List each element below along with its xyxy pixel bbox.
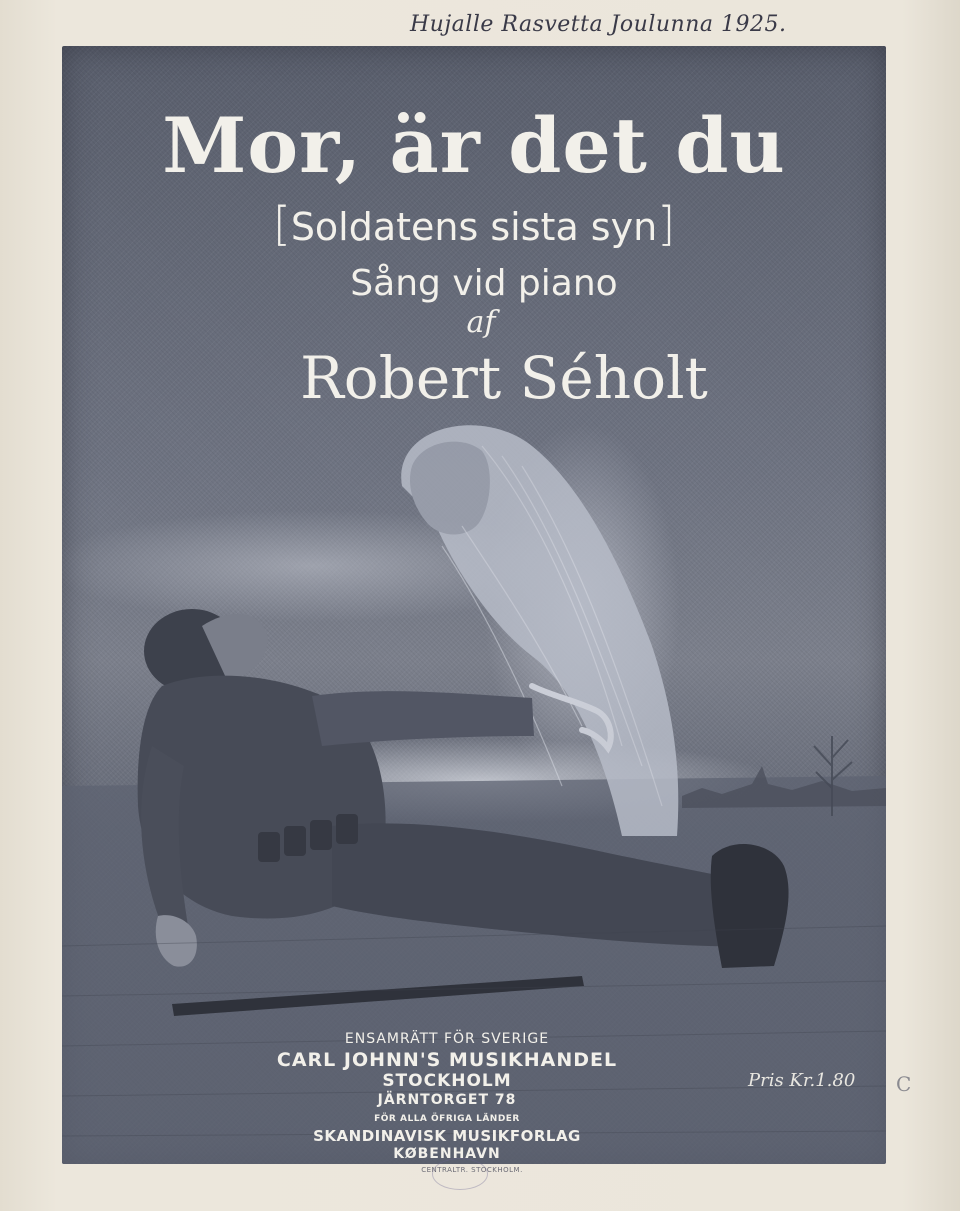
- rights-notice: ENSAMRÄTT FÖR SVERIGE: [344, 1031, 550, 1047]
- mother-spirit-figure: [401, 425, 678, 836]
- subtitle-bracket-open: [: [272, 197, 291, 251]
- subtitle-bracket-close: ]: [657, 197, 676, 251]
- by-label: af: [466, 305, 496, 340]
- library-stamp-icon: [432, 1158, 488, 1190]
- pencil-mark: C: [896, 1072, 912, 1096]
- publisher-imprint: [262, 1029, 632, 1163]
- library-stamp-text: CENTRALTR. STOCKHOLM.: [421, 1166, 523, 1174]
- second-publisher-name: SKANDINAVISK MUSIKFORLAG: [313, 1127, 581, 1145]
- soldier-boot: [711, 844, 789, 968]
- subtitle-text: Soldatens sista syn: [290, 205, 658, 249]
- second-publisher-city: KØBENHAVN: [393, 1146, 501, 1162]
- composer-name: Robert Séholt: [300, 344, 708, 412]
- soldier-arm-outstretched: [312, 691, 534, 746]
- illustrated-print-area: [62, 46, 886, 1164]
- song-subtitle: [62, 197, 886, 251]
- price-label: Pris Kr.1.80: [748, 1070, 856, 1091]
- song-genre: Sång vid piano: [350, 263, 618, 304]
- publisher-street: JÄRNTORGET 78: [377, 1092, 517, 1108]
- song-title: Mor, är det du: [162, 101, 786, 190]
- publisher-city: STOCKHOLM: [382, 1071, 512, 1091]
- publisher-name: CARL JOHNN'S MUSIKHANDEL: [276, 1049, 618, 1071]
- handwritten-inscription: Hujalle Rasvetta Joulunna 1925.: [410, 12, 787, 37]
- other-countries-notice: FÖR ALLA ÖFRIGA LÄNDER: [374, 1114, 520, 1124]
